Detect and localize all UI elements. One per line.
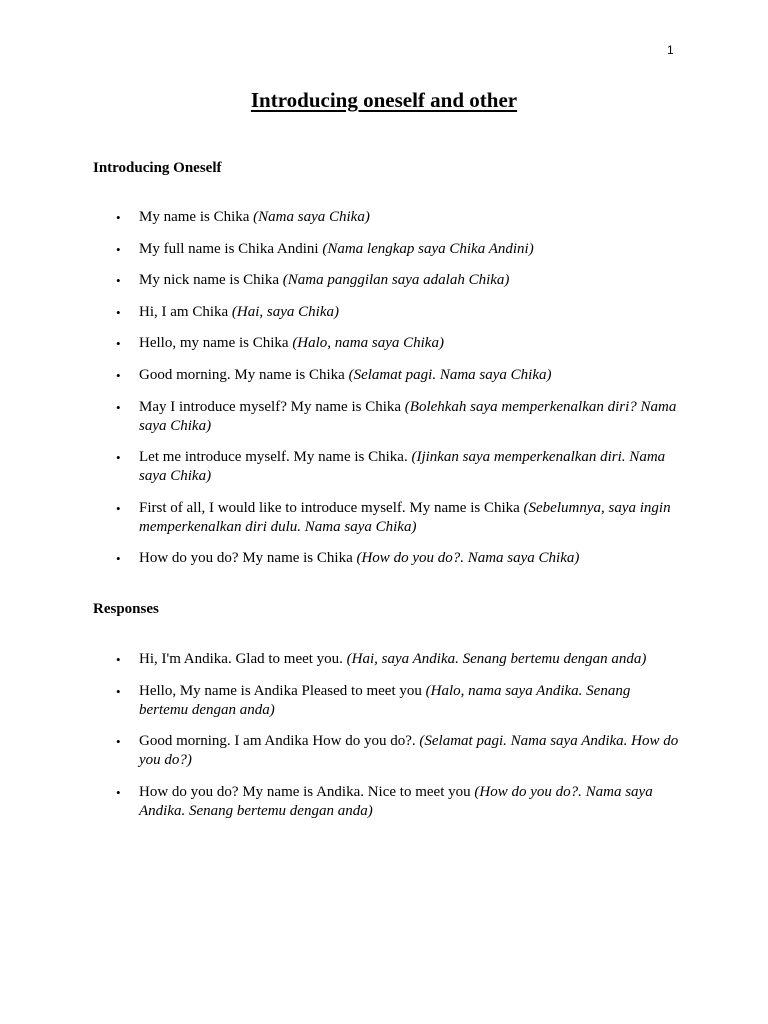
phrase-english: My nick name is Chika xyxy=(139,272,279,289)
phrase-translation: (Halo, nama saya Chika) xyxy=(292,335,444,352)
bullet-icon: • xyxy=(116,241,121,257)
phrase-english: Let me introduce myself. My name is Chika. xyxy=(139,449,408,466)
list-item xyxy=(93,208,683,227)
bullet-icon: • xyxy=(116,734,121,750)
introducing-oneself-list xyxy=(93,208,683,581)
list-item xyxy=(93,448,683,486)
list-item xyxy=(93,549,683,568)
phrase-english: My name is Chika xyxy=(139,209,250,225)
phrase-english: Good morning. My name is Chika xyxy=(139,366,345,383)
page-number: 1 xyxy=(667,43,674,57)
phrase-translation: (Hai, saya Chika) xyxy=(231,303,339,320)
phrase-english: My full name is Chika Andini xyxy=(139,240,319,257)
list-item xyxy=(93,682,683,720)
phrase-translation: (Bolehkah saya memperkenalkan diri? Nama saya Chika) xyxy=(139,398,677,434)
list-item xyxy=(93,271,683,290)
bullet-icon: • xyxy=(116,336,121,352)
list-item xyxy=(93,366,683,385)
document-title: Introducing oneself and other xyxy=(250,88,518,112)
bullet-icon: • xyxy=(116,450,121,466)
phrase-english: May I introduce myself? My name is Chika xyxy=(139,398,402,415)
phrase-translation: (How do you do?. Nama saya Chika) xyxy=(356,550,580,567)
bullet-icon: • xyxy=(116,784,121,800)
responses-list xyxy=(93,650,683,833)
phrase-english: How do you do? My name is Chika xyxy=(139,550,353,567)
bullet-icon: • xyxy=(116,683,121,699)
bullet-icon: • xyxy=(116,210,121,225)
list-item xyxy=(93,650,683,669)
phrase-translation: (Halo, nama saya Andika. Senang bertemu dengan anda) xyxy=(139,682,631,718)
list-item xyxy=(93,783,683,821)
phrase-translation: (How do you do?. Nama saya Andika. Senang bertemu dengan anda) xyxy=(139,783,653,819)
phrase-translation: (Nama lengkap saya Chika Andini) xyxy=(322,240,534,257)
list-item xyxy=(93,398,683,436)
phrase-english: Hi, I'm Andika. Glad to meet you. xyxy=(139,651,343,667)
list-item xyxy=(93,240,683,259)
list-item xyxy=(93,303,683,322)
phrase-translation: (Ijinkan saya memperkenalkan diri. Nama saya Chika) xyxy=(139,449,666,485)
phrase-translation: (Selamat pagi. Nama saya Andika. How do you do?) xyxy=(139,733,679,769)
phrase-english: Hi, I am Chika xyxy=(139,303,229,320)
list-item xyxy=(93,499,683,537)
bullet-icon: • xyxy=(116,551,121,567)
section-heading-responses: Responses xyxy=(93,601,159,617)
phrase-translation: (Nama panggilan saya adalah Chika) xyxy=(282,272,510,289)
phrase-translation: (Sebelumnya, saya ingin memperkenalkan diri dulu. Nama saya Chika) xyxy=(139,499,671,535)
phrase-translation: (Hai, saya Andika. Senang bertemu dengan anda) xyxy=(346,651,647,667)
list-item xyxy=(93,334,683,353)
bullet-icon: • xyxy=(116,500,121,516)
phrase-english: First of all, I would like to introduce myself. My name is Chika xyxy=(139,499,520,516)
bullet-icon: • xyxy=(116,399,121,415)
list-item xyxy=(93,732,683,770)
bullet-icon: • xyxy=(116,367,121,383)
bullet-icon: • xyxy=(116,652,121,667)
phrase-english: Good morning. I am Andika How do you do?. xyxy=(139,733,416,750)
section-heading-introducing-oneself: Introducing Oneself xyxy=(93,160,222,176)
phrase-translation: (Nama saya Chika) xyxy=(253,209,370,225)
phrase-english: Hello, my name is Chika xyxy=(139,335,289,352)
phrase-english: Hello, My name is Andika Pleased to meet you xyxy=(139,682,422,699)
bullet-icon: • xyxy=(116,273,121,289)
phrase-translation: (Selamat pagi. Nama saya Chika) xyxy=(348,366,552,383)
phrase-english: How do you do? My name is Andika. Nice to meet you xyxy=(139,783,471,800)
bullet-icon: • xyxy=(116,304,121,320)
